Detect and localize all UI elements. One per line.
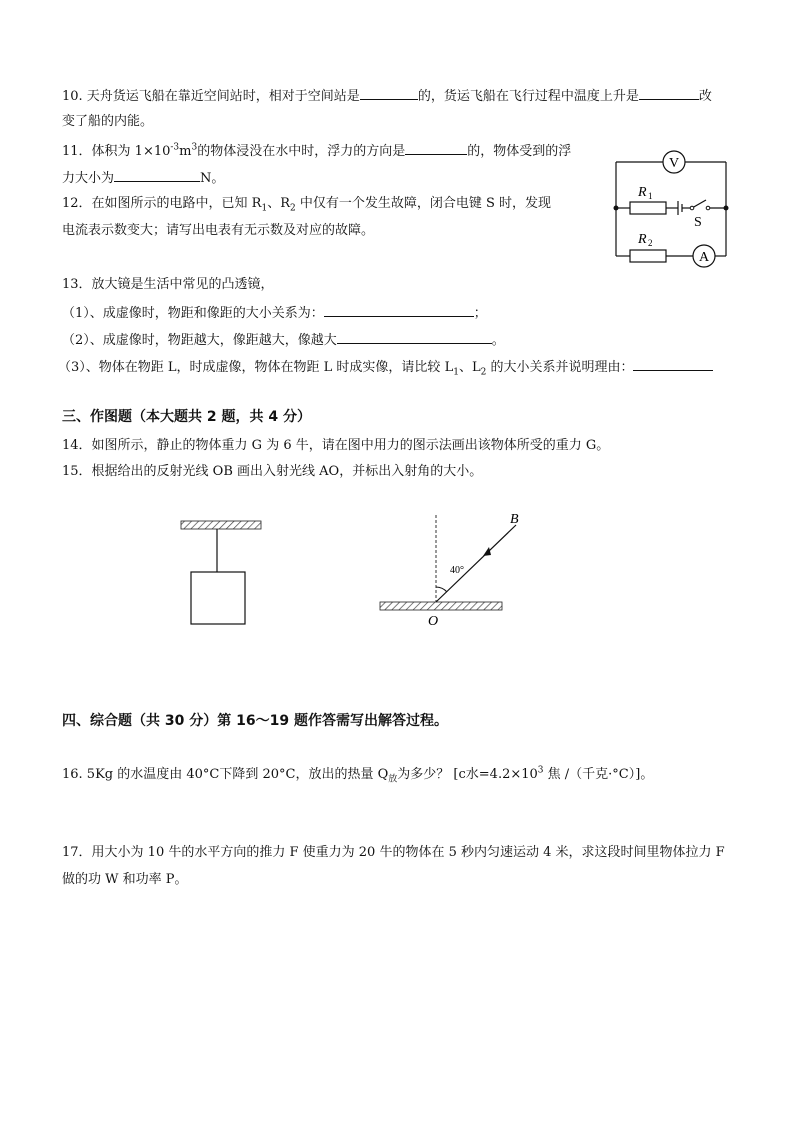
question-12-line-1 xyxy=(62,195,551,213)
question-11-line-2 xyxy=(62,168,224,188)
q11-unit-exp: 3 xyxy=(191,142,198,153)
question-11-line-1 xyxy=(62,141,571,161)
question-13-intro xyxy=(62,276,274,294)
q13-p3-text-a: （3）、物体在物距 L，时成虚像，物体在物距 L 时成实像，请比较 L xyxy=(58,360,454,375)
reflection-figure xyxy=(376,505,526,630)
q12-sub-1: 1 xyxy=(261,203,268,214)
resistor-r1 xyxy=(630,202,666,214)
q11-text-b: 的物体浸没在水中时，浮力的方向是 xyxy=(197,144,406,159)
ceiling-hatch xyxy=(181,521,261,529)
r2-label: R xyxy=(638,232,647,247)
switch-blade xyxy=(692,200,706,208)
section-4-heading: 四、综合题（共 30 分）第 16～19 题作答需写出解答过程。 xyxy=(62,713,448,729)
switch-label: S xyxy=(694,215,702,230)
block[interactable] xyxy=(191,572,245,624)
q13-blank-2[interactable] xyxy=(337,330,492,344)
q16-sub: 放 xyxy=(388,774,398,785)
reflected-ray-ob[interactable] xyxy=(436,525,516,602)
voltmeter-label: V xyxy=(668,156,680,171)
resistor-r2 xyxy=(630,250,666,262)
q11-exp: -3 xyxy=(170,142,180,153)
hanging-block-figure xyxy=(176,515,266,630)
q11-text-e: N。 xyxy=(200,171,225,186)
q11-blank-2[interactable] xyxy=(114,168,200,182)
r2-sub: 2 xyxy=(648,238,653,248)
q13-p3-sep: 、L xyxy=(458,360,481,375)
q13-blank-3[interactable] xyxy=(633,357,713,371)
q10-blank-2[interactable] xyxy=(639,86,699,100)
question-15: 15．根据给出的反射光线 OB 画出入射光线 AO，并标出入射角的大小。 xyxy=(62,464,483,479)
q11-text-d: 力大小为 xyxy=(62,171,115,186)
question-12-line-2 xyxy=(62,222,374,240)
q12-text-b: 中仅有一个发生故障，闭合电键 S 时，发现 xyxy=(295,196,552,211)
q13-p3-sub-1: 1 xyxy=(453,367,459,378)
q13-blank-1[interactable] xyxy=(324,303,474,317)
q13-p3-text-b: 的大小关系并说明理由： xyxy=(486,360,634,375)
q10-blank-1[interactable] xyxy=(360,86,418,100)
ammeter-label: A xyxy=(698,250,710,265)
q11-unit: m xyxy=(179,144,192,159)
q11-text-c: 的，物体受到的浮 xyxy=(467,144,572,159)
mirror-surface xyxy=(380,602,502,610)
q16-exp: 3 xyxy=(537,765,544,776)
section-3-heading: 三、作图题（本大题共 2 题，共 4 分） xyxy=(62,409,311,425)
q16-text-c: 焦 /（千克·°C）]。 xyxy=(543,767,654,782)
q13-p2-text: （2）、成虚像时，物距越大，像距越大，像越大 xyxy=(62,333,337,348)
q12-text-a: 12．在如图所示的电路中，已知 R xyxy=(62,196,262,211)
q13-p2-end: 。 xyxy=(491,333,505,348)
question-14: 14．如图所示，静止的物体重力 G 为 6 牛，请在图中用力的图示法画出该物体所受的重力 G。 xyxy=(62,438,610,453)
q11-text-a: 11．体积为 1×10 xyxy=(62,144,171,159)
question-10-line-2 xyxy=(62,113,153,131)
q10-text-b: 的，货运飞船在飞行过程中温度上升是 xyxy=(417,89,639,104)
q12-sub-2: 2 xyxy=(290,203,296,214)
q13-p1-text: （1）、成虚像时，物距和像距的大小关系为： xyxy=(62,306,324,321)
q13-p1-end: ； xyxy=(473,306,487,321)
question-17-line-1: 17．用大小为 10 牛的水平方向的推力 F 使重力为 20 牛的物体在 5 秒内匀速运动 4 米，求这段时间里物体拉力 F xyxy=(62,845,725,860)
q13-intro-text: 13．放大镜是生活中常见的凸透镜， xyxy=(62,277,274,292)
q16-text-a: 16. 5Kg 的水温度由 40°C下降到 20°C，放出的热量 Q xyxy=(62,767,389,782)
r1-sub: 1 xyxy=(648,191,653,201)
point-o-label: O xyxy=(428,614,439,629)
q12-text-c: 电流表示数变大；请写出电表有无示数及对应的故障。 xyxy=(62,223,375,238)
angle-arc xyxy=(436,587,447,592)
r1-label: R xyxy=(638,185,647,200)
question-13-part-1 xyxy=(62,303,487,323)
question-10-line-1 xyxy=(62,86,712,106)
question-13-part-3 xyxy=(58,357,713,377)
q11-blank-1[interactable] xyxy=(405,141,467,155)
q10-text-d: 变了船的内能。 xyxy=(62,114,154,129)
angle-label: 40° xyxy=(450,565,464,576)
question-16 xyxy=(62,766,653,784)
point-b-label: B xyxy=(510,512,519,527)
question-13-part-2 xyxy=(62,330,505,350)
q10-text-c: 改 xyxy=(698,89,712,104)
q16-text-b: 为多少？ [c水=4.2×10 xyxy=(397,767,538,782)
arrow-icon xyxy=(483,547,491,556)
q12-sep: 、R xyxy=(267,196,290,211)
circuit-diagram xyxy=(608,148,738,268)
question-17-line-2: 做的功 W 和功率 P。 xyxy=(62,872,188,887)
q10-text-a: 10. 天舟货运飞船在靠近空间站时，相对于空间站是 xyxy=(62,89,360,104)
q13-p3-sub-2: 2 xyxy=(480,367,487,378)
